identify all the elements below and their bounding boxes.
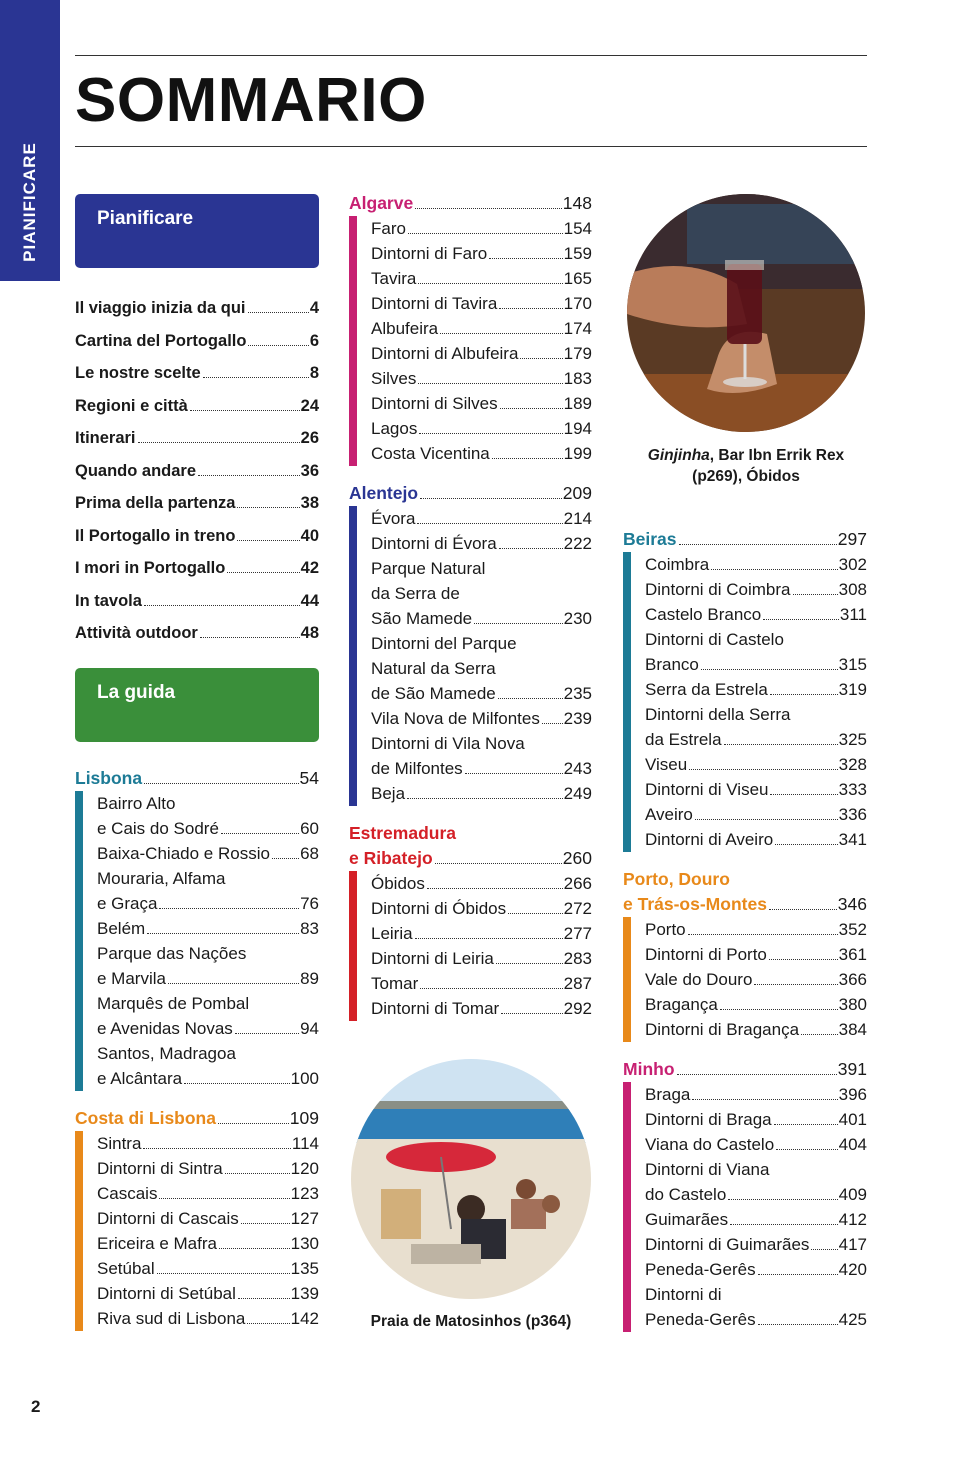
toc-entry[interactable]: Castelo Branco 311 bbox=[645, 605, 867, 624]
toc-entry[interactable]: Dintorni di Aveiro 341 bbox=[645, 830, 867, 849]
column-1 bbox=[75, 194, 319, 1331]
toc-entry[interactable]: Porto 352 bbox=[645, 920, 867, 939]
toc-entry[interactable]: Itinerari 26 bbox=[75, 429, 319, 447]
toc-entry[interactable]: Dintorni di Sintra 120 bbox=[97, 1158, 319, 1178]
region-heading[interactable]: e Ribatejo 260 bbox=[349, 848, 592, 868]
toc-entry[interactable]: Braga 396 bbox=[645, 1085, 867, 1104]
toc-line: da Serra de bbox=[371, 584, 460, 603]
side-section-tab bbox=[0, 0, 60, 281]
toc-entry[interactable]: e Avenidas Novas 94 bbox=[97, 1018, 319, 1038]
toc-entry[interactable]: Riva sud di Lisbona 142 bbox=[97, 1308, 319, 1328]
toc-line: Santos, Madragoa bbox=[97, 1043, 236, 1063]
region-color-bar bbox=[75, 1131, 83, 1331]
toc-line: Dintorni del Parque bbox=[371, 634, 517, 653]
toc-entry[interactable]: Viseu 328 bbox=[645, 755, 867, 774]
region-porto bbox=[623, 867, 867, 1042]
toc-entry[interactable]: Évora 214 bbox=[371, 509, 592, 528]
region-costa-di-lisbona bbox=[75, 1106, 319, 1331]
toc-line: Dintorni di bbox=[645, 1285, 722, 1304]
region-heading[interactable]: Beiras 297 bbox=[623, 529, 867, 549]
region-color-bar bbox=[349, 506, 357, 806]
toc-entry[interactable]: Beja 249 bbox=[371, 784, 592, 803]
toc-entry[interactable]: Dintorni di Faro 159 bbox=[371, 244, 592, 263]
toc-entry[interactable]: de São Mamede 235 bbox=[371, 684, 592, 703]
toc-line: Bairro Alto bbox=[97, 793, 176, 813]
toc-entry[interactable]: Dintorni di Évora 222 bbox=[371, 534, 592, 553]
region-color-bar bbox=[623, 1082, 631, 1332]
region-heading[interactable]: Lisbona 54 bbox=[75, 767, 319, 788]
toc-entry[interactable]: e Graça 76 bbox=[97, 893, 319, 913]
toc-entry[interactable]: Dintorni di Braga 401 bbox=[645, 1110, 867, 1129]
toc-entry[interactable]: Ericeira e Mafra 130 bbox=[97, 1233, 319, 1253]
toc-entry[interactable]: Dintorni di Viseu 333 bbox=[645, 780, 867, 799]
toc-line: Dintorni della Serra bbox=[645, 705, 791, 724]
toc-entry[interactable]: Dintorni di Coimbra 308 bbox=[645, 580, 867, 599]
side-tab-label: PIANIFICARE bbox=[20, 142, 39, 262]
toc-entry[interactable]: Dintorni di Tomar 292 bbox=[371, 999, 592, 1018]
region-heading[interactable]: Algarve 148 bbox=[349, 193, 592, 213]
toc-line: Natural da Serra bbox=[371, 659, 496, 678]
toc-entry[interactable]: Tomar 287 bbox=[371, 974, 592, 993]
toc-entry[interactable]: Dintorni di Bragança 384 bbox=[645, 1020, 867, 1039]
toc-line: Dintorni di Vila Nova bbox=[371, 734, 525, 753]
section-box-label: La guida bbox=[97, 681, 176, 703]
toc-entry[interactable]: Silves 183 bbox=[371, 369, 592, 388]
toc-entry[interactable]: Faro 154 bbox=[371, 219, 592, 238]
toc-entry[interactable]: Peneda-Gerês 425 bbox=[645, 1310, 867, 1329]
region-lisbona bbox=[75, 766, 319, 1091]
toc-entry[interactable]: Sintra 114 bbox=[97, 1133, 319, 1153]
toc-entry[interactable]: Il viaggio inizia da qui 4 bbox=[75, 299, 319, 317]
toc-entry[interactable]: Prima della partenza 38 bbox=[75, 494, 319, 512]
region-heading[interactable]: Alentejo 209 bbox=[349, 483, 592, 503]
toc-entry[interactable]: Dintorni di Cascais 127 bbox=[97, 1208, 319, 1228]
region-algarve bbox=[349, 191, 592, 466]
toc-entry[interactable]: Setúbal 135 bbox=[97, 1258, 319, 1278]
section-box-guida bbox=[75, 668, 319, 742]
toc-entry[interactable]: Aveiro 336 bbox=[645, 805, 867, 824]
toc-line: Parque Natural bbox=[371, 559, 486, 578]
toc-line: Parque das Nações bbox=[97, 943, 247, 963]
toc-entry[interactable]: Dintorni di Leiria 283 bbox=[371, 949, 592, 968]
toc-line: Dintorni di Castelo bbox=[645, 630, 784, 649]
region-heading-line: Porto, Douro bbox=[623, 869, 730, 889]
toc-entry[interactable]: Il Portogallo in treno 40 bbox=[75, 526, 319, 545]
toc-entry[interactable]: Bragança 380 bbox=[645, 995, 867, 1014]
toc-entry[interactable]: de Milfontes 243 bbox=[371, 759, 592, 778]
region-color-bar bbox=[349, 216, 357, 466]
page-number: 2 bbox=[31, 1397, 41, 1416]
toc-entry[interactable]: Dintorni di Albufeira 179 bbox=[371, 344, 592, 363]
toc-line: Marquês de Pombal bbox=[97, 993, 250, 1013]
toc-entry[interactable]: Branco 315 bbox=[645, 655, 867, 674]
toc-entry[interactable]: Dintorni di Óbidos 272 bbox=[371, 899, 592, 918]
toc-entry[interactable]: do Castelo 409 bbox=[645, 1185, 867, 1204]
region-heading[interactable]: e Trás-os-Montes 346 bbox=[623, 894, 867, 914]
toc-entry[interactable]: da Estrela 325 bbox=[645, 730, 867, 749]
column-3 bbox=[623, 527, 867, 1332]
region-estremadura bbox=[349, 821, 592, 1021]
toc-entry[interactable]: Lagos 194 bbox=[371, 419, 592, 438]
toc-entry[interactable]: Quando andare 36 bbox=[75, 461, 319, 480]
toc-entry[interactable]: Cascais 123 bbox=[97, 1183, 319, 1203]
region-color-bar bbox=[623, 917, 631, 1042]
page-title: SOMMARIO bbox=[75, 66, 427, 135]
toc-entry[interactable]: Le nostre scelte 8 bbox=[75, 364, 319, 382]
section-box-label: Pianificare bbox=[97, 208, 194, 229]
region-color-bar bbox=[349, 871, 357, 1021]
title-rule bbox=[75, 146, 867, 147]
toc-entry[interactable]: Albufeira 174 bbox=[371, 319, 592, 338]
beach-photo-image bbox=[351, 1059, 591, 1299]
toc-entry[interactable]: Dintorni di Guimarães 417 bbox=[645, 1235, 867, 1254]
ginjinha-photo bbox=[627, 194, 865, 432]
toc-entry[interactable]: Viana do Castelo 404 bbox=[645, 1135, 867, 1154]
toc-line: Dintorni di Viana bbox=[645, 1160, 770, 1179]
toc-entry[interactable]: Dintorni di Tavira 170 bbox=[371, 294, 592, 313]
toc-entry[interactable]: Dintorni di Silves 189 bbox=[371, 394, 592, 413]
toc-entry[interactable]: Vila Nova de Milfontes 239 bbox=[371, 709, 592, 728]
toc-entry[interactable]: In tavola 44 bbox=[75, 591, 319, 610]
toc-entry[interactable]: Costa Vicentina 199 bbox=[371, 444, 592, 463]
region-heading[interactable]: Minho 391 bbox=[623, 1059, 867, 1079]
region-color-bar bbox=[75, 791, 83, 1091]
toc-entry[interactable]: e Marvila 89 bbox=[97, 968, 319, 988]
top-rule bbox=[75, 55, 867, 56]
toc-entry[interactable]: Peneda-Gerês 420 bbox=[645, 1260, 867, 1279]
toc-entry[interactable]: Leiria 277 bbox=[371, 924, 592, 943]
region-alentejo bbox=[349, 481, 592, 806]
toc-entry[interactable]: São Mamede 230 bbox=[371, 609, 592, 628]
toc-line: Mouraria, Alfama bbox=[97, 868, 226, 888]
region-color-bar bbox=[623, 552, 631, 852]
toc-entry[interactable]: Belém 83 bbox=[97, 918, 319, 938]
toc-entry[interactable]: Guimarães 412 bbox=[645, 1210, 867, 1229]
ginjinha-photo-image bbox=[627, 194, 865, 432]
toc-entry[interactable]: Óbidos 266 bbox=[371, 874, 592, 893]
toc-entry[interactable]: Coimbra 302 bbox=[645, 555, 867, 574]
toc-entry[interactable]: Regioni e città 24 bbox=[75, 396, 319, 415]
toc-entry[interactable]: e Alcântara 100 bbox=[97, 1068, 319, 1088]
toc-entry[interactable]: Cartina del Portogallo 6 bbox=[75, 331, 319, 350]
region-minho bbox=[623, 1057, 867, 1332]
photo-caption: Praia de Matosinhos (p364) bbox=[370, 1313, 572, 1330]
region-heading-line: Estremadura bbox=[349, 823, 456, 843]
toc-entry[interactable]: e Cais do Sodré 60 bbox=[97, 818, 319, 838]
region-heading[interactable]: Costa di Lisbona 109 bbox=[75, 1107, 319, 1128]
photo-caption: Ginjinha, Bar Ibn Errik Rex (p269), Óbidos bbox=[647, 447, 845, 485]
section-box-pianificare bbox=[75, 194, 319, 268]
beach-photo bbox=[351, 1059, 591, 1299]
column-2 bbox=[349, 191, 592, 1021]
toc-entry[interactable]: Vale do Douro 366 bbox=[645, 970, 867, 989]
toc-entry[interactable]: Baixa-Chiado e Rossio 68 bbox=[97, 843, 319, 863]
toc-entry[interactable]: Tavira 165 bbox=[371, 269, 592, 288]
pianificare-list bbox=[75, 292, 319, 650]
toc-entry[interactable]: Serra da Estrela 319 bbox=[645, 680, 867, 699]
toc-entry[interactable]: Dintorni di Porto 361 bbox=[645, 945, 867, 964]
region-beiras bbox=[623, 527, 867, 852]
toc-entry[interactable]: I mori in Portogallo 42 bbox=[75, 559, 319, 577]
toc-entry[interactable]: Attività outdoor 48 bbox=[75, 624, 319, 642]
toc-entry[interactable]: Dintorni di Setúbal 139 bbox=[97, 1283, 319, 1303]
